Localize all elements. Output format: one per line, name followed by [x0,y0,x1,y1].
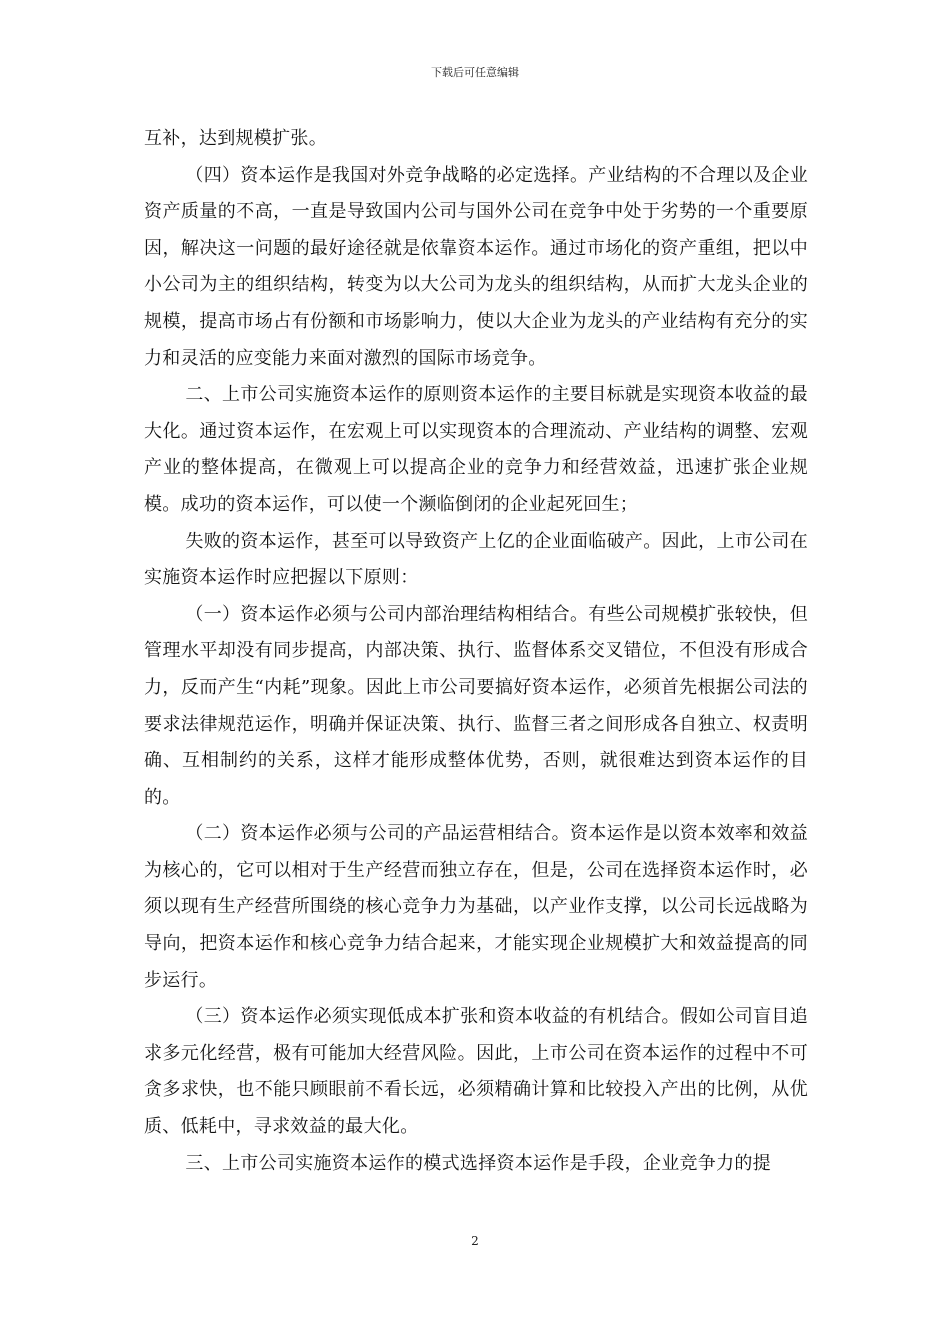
paragraph-2: （四）资本运作是我国对外竞争战略的必定选择。产业结构的不合理以及企业资产质量的不高，一直是导致国内公司与国外公司在竞争中处于劣势的一个重要原因，解决这一问题的最好途径就是依靠资本运作。通过市场化的资产重组，把以中小公司为主的组织结构，转变为以大公司为龙头的组织结构，从而扩大龙头企业的规模，提高市场占有份额和市场影响力，使以大企业为龙头的产业结构有充分的实力和灵活的应变能力来面对激烈的国际市场竞争。 [144,164,808,369]
document-body [144,121,808,1182]
paragraph-6: （二）资本运作必须与公司的产品运营相结合。资本运作是以资本效率和效益为核心的，它可以相对于生产经营而独立存在，但是，公司在选择资本运作时，必须以现有生产经营所围绕的核心竞争力为基础，以产业作支撑，以公司长远战略为导向，把资本运作和核心竞争力结合起来，才能实现企业规模扩大和效益提高的同步运行。 [144,823,808,991]
paragraph-7: （三）资本运作必须实现低成本扩张和资本收益的有机结合。假如公司盲目追求多元化经营，极有可能加大经营风险。因此，上市公司在资本运作的过程中不可贪多求快，也不能只顾眼前不看长远，必须精确计算和比较投入产出的比例，从优质、低耗中，寻求效益的最大化。 [144,1006,808,1138]
paragraph-4: 失败的资本运作，甚至可以导致资产上亿的企业面临破产。因此，上市公司在实施资本运作时应把握以下原则： [144,530,808,589]
page-number: 2 [471,1234,479,1248]
paragraph-8: 三、上市公司实施资本运作的模式选择资本运作是手段，企业竞争力的提 [185,1152,771,1174]
paragraph-1: 互补，达到规模扩张。 [144,128,327,149]
page-header: 下载后可任意编辑 [431,66,519,79]
paragraph-5: （一）资本运作必须与公司内部治理结构相结合。有些公司规模扩张较快，但管理水平却没有同步提高，内部决策、执行、监督体系交叉错位，不但没有形成合力，反而产生“内耗”现象。因此上市公司要搞好资本运作，必须首先根据公司法的要求法律规范运作，明确并保证决策、执行、监督三者之间形成各自独立、权责明确、互相制约的关系，这样才能形成整体优势，否则，就很难达到资本运作的目的。 [144,603,808,808]
paragraph-3: 二、上市公司实施资本运作的原则资本运作的主要目标就是实现资本收益的最大化。通过资本运作，在宏观上可以实现资本的合理流动、产业结构的调整、宏观产业的整体提高，在微观上可以提高企业的竞争力和经营效益，迅速扩张企业规模。成功的资本运作，可以使一个濒临倒闭的企业起死回生； [144,384,808,515]
